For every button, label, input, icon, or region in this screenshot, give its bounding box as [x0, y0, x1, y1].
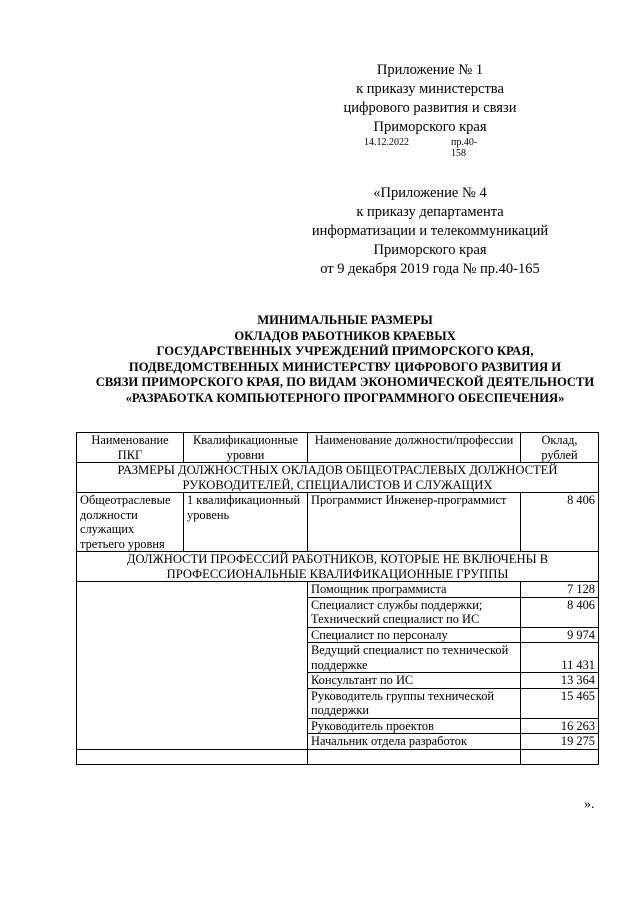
salary-table [76, 432, 599, 765]
title-line: МИНИМАЛЬНЫЕ РАЗМЕРЫ [257, 313, 433, 327]
group-level: 1 квалификационный уровень [184, 493, 308, 552]
salary-cell: 19 275 [521, 734, 599, 750]
title-line: ПОДВЕДОМСТВЕННЫХ МИНИСТЕРСТВУ ЦИФРОВОГО РАЗВИТИЯ И [128, 359, 562, 374]
appendix-4-header [300, 184, 560, 279]
footer-empty-cell [521, 749, 599, 764]
header-salary: Оклад, рублей [521, 433, 599, 463]
title-line: ГОСУДАРСТВЕННЫХ УЧРЕЖДЕНИЙ ПРИМОРСКОГО КРАЯ, [156, 344, 534, 359]
salary-cell: 11 431 [521, 643, 599, 673]
section-2-title: ДОЛЖНОСТИ ПРОФЕССИЙ РАБОТНИКОВ, КОТОРЫЕ НЕ ВКЛЮЧЕНЫ В ПРОФЕССИОНАЛЬНЫЕ КВАЛИФИКАЦИОННЫЕ ГРУППЫ [77, 552, 599, 582]
appendix-4-line: от 9 декабря 2019 года № пр.40-165 [320, 261, 540, 277]
salary-cell: 8 406 [521, 597, 599, 627]
appendix-1-line: Приложение № 1 [376, 62, 484, 78]
registration-date: 14.12.2022 [364, 137, 409, 148]
appendix-1-line: к приказу министерства [356, 81, 504, 97]
header-position: Наименование должности/профессии [308, 433, 521, 463]
section-row [77, 463, 599, 493]
footer-empty-cell [308, 749, 521, 764]
position-cell: Специалист по персоналу [308, 627, 521, 643]
table-header-row [77, 433, 599, 463]
appendix-4-line: к приказу департамента [356, 204, 504, 220]
salary-cell: 7 128 [521, 582, 599, 598]
appendix-4-line: Приморского края [373, 242, 487, 258]
header-level: Квалификационные уровни [184, 433, 308, 463]
position-cell: Руководитель группы технической поддержки [308, 688, 521, 718]
closing-quote: ». [584, 797, 595, 812]
appendix-1-line: цифрового развития и связи [343, 100, 517, 116]
position-cell: Консультант по ИС [308, 673, 521, 689]
position-cell: Специалист службы поддержки; Технический специалист по ИС [308, 597, 521, 627]
appendix-1-line: Приморского края [373, 119, 487, 135]
group-pkg: Общеотраслевые должности служащих третьего уровня [77, 493, 184, 552]
group-positions: Программист Инженер-программист [308, 493, 521, 552]
footer-empty-cell [77, 749, 308, 764]
salary-cell: 13 364 [521, 673, 599, 689]
title-line: «РАЗРАБОТКА КОМПЬЮТЕРНОГО ПРОГРАММНОГО ОБЕСПЕЧЕНИЯ» [125, 390, 565, 405]
document-title [70, 313, 620, 407]
salary-cell: 16 263 [521, 718, 599, 734]
section-1-title: РАЗМЕРЫ ДОЛЖНОСТНЫХ ОКЛАДОВ ОБЩЕОТРАСЛЕВЫХ ДОЛЖНОСТЕЙ РУКОВОДИТЕЛЕЙ, СПЕЦИАЛИСТОВ И СЛУЖАЩИХ [77, 463, 599, 493]
header-pkg: Наименование ПКГ [77, 433, 184, 463]
appendix-1-header [300, 61, 560, 137]
registration-number: пр.40-158 [451, 137, 478, 159]
group-salary: 8 406 [521, 493, 599, 552]
salary-cell: 9 974 [521, 627, 599, 643]
table-row [77, 582, 599, 598]
title-line: СВЯЗИ ПРИМОРСКОГО КРАЯ, ПО ВИДАМ ЭКОНОМИЧЕСКОЙ ДЕЯТЕЛЬНОСТИ [95, 375, 595, 390]
appendix-4-line: «Приложение № 4 [373, 185, 487, 201]
position-cell: Помощник программиста [308, 582, 521, 598]
salary-cell: 15 465 [521, 688, 599, 718]
appendix-4-line: информатизации и телекоммуникаций [311, 223, 549, 239]
position-cell: Начальник отдела разработок [308, 734, 521, 750]
table-footer-row [77, 749, 599, 764]
empty-merged-cell [77, 582, 308, 750]
position-cell: Руководитель проектов [308, 718, 521, 734]
table-row [77, 493, 599, 552]
title-line: ОКЛАДОВ РАБОТНИКОВ КРАЕВЫХ [234, 328, 456, 343]
position-cell: Ведущий специалист по технической поддержке [308, 643, 521, 673]
section-row [77, 552, 599, 582]
